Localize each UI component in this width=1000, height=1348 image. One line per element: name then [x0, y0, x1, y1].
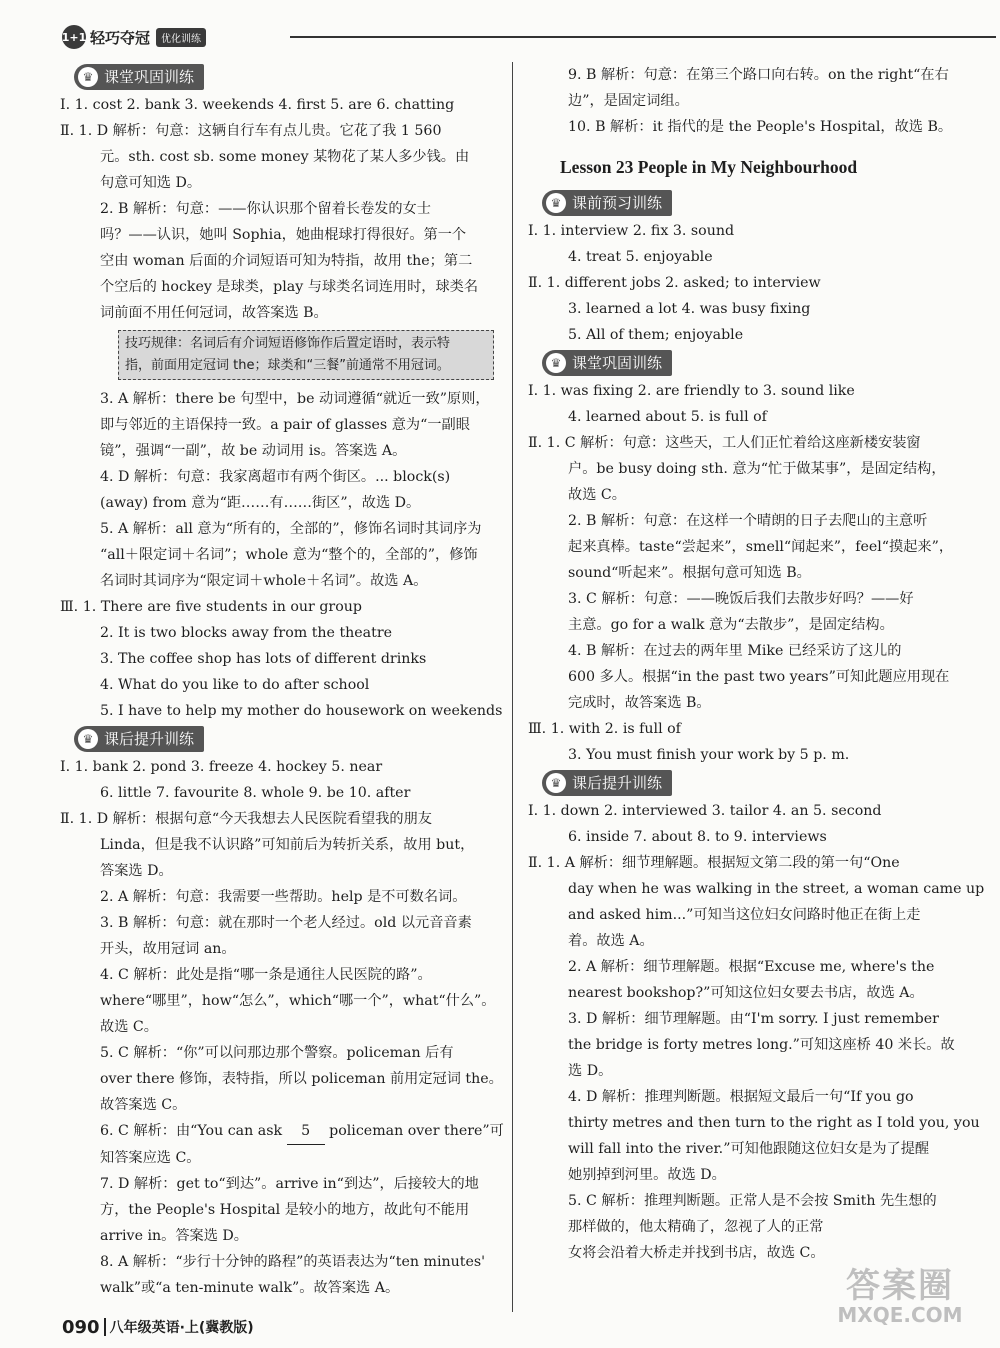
- text-line: 个空后的 hockey 是球类，play 与球类名词连用时，球类名: [100, 279, 479, 295]
- text-line: Ⅰ. 1. cost 2. bank 3. weekends 4. first 5. are 6. chatting: [60, 97, 455, 113]
- section-heading: ♛ 课后提升训练: [542, 770, 672, 796]
- crown-icon: ♛: [546, 353, 566, 373]
- crown-icon: ♛: [546, 773, 566, 793]
- column-divider: [512, 62, 513, 1312]
- text-line: 5. All of them; enjoyable: [568, 327, 744, 343]
- text-line: 3. The coffee shop has lots of different drinks: [100, 651, 427, 667]
- text-line: sound“听起来”。根据句意可知选 B。: [568, 565, 811, 581]
- section-heading: ♛ 课堂巩固训练: [74, 64, 204, 90]
- text-line: nearest bookshop?”可知这位妇女要去书店，故选 A。: [568, 985, 924, 1001]
- text-line: Ⅲ. 1. with 2. is full of: [528, 721, 681, 737]
- text-line: 边”，是固定词组。: [568, 93, 689, 109]
- text-line: 3. learned a lot 4. was busy fixing: [568, 301, 811, 317]
- page-footer: [62, 1314, 254, 1340]
- text-line: 那样做的，他太精确了，忽视了人的正常: [568, 1219, 824, 1235]
- brand-logo-icon: 1+1: [62, 25, 86, 49]
- text-line: Ⅲ. 1. There are five students in our group: [60, 599, 362, 615]
- text-line: arrive in。答案选 D。: [100, 1228, 248, 1244]
- text-line: 2. A 解析：细节理解题。根据“Excuse me, where's the: [568, 959, 935, 975]
- left-column: [60, 62, 504, 1301]
- text-line: 开头，故用冠词 an。: [100, 941, 236, 957]
- text-line: 名词时其词序为“限定词＋whole＋名词”。故选 A。: [100, 573, 428, 589]
- text-line: 词前面不用任何冠词，故答案选 B。: [100, 305, 328, 321]
- text-line: Ⅰ. 1. was fixing 2. are friendly to 3. sound like: [528, 383, 855, 399]
- text-line: will fall into the river.”可知他跟随这位妇女是为了提醒: [568, 1141, 930, 1157]
- section-heading: ♛ 课前预习训练: [542, 190, 672, 216]
- text-line: 5. C 解析：“你”可以问那边那个警察。policeman 后有: [100, 1045, 454, 1061]
- brand-tag: 优化训练: [156, 28, 206, 47]
- text-line: 5. C 解析：推理判断题。正常人是不会按 Smith 先生想的: [568, 1193, 937, 1209]
- text-line: 3. B 解析：句意：就在那时一个老人经过。old 以元音音素: [100, 915, 472, 931]
- text-line: 2. B 解析：句意：在这样一个晴朗的日子去爬山的主意听: [568, 513, 928, 529]
- page-number: 090: [62, 1316, 100, 1338]
- tip-line: 指，前面用定冠词 the；球类和“三餐”前通常不用冠词。: [125, 358, 450, 373]
- text-line: 5. I have to help my mother do housework on weekends: [100, 703, 503, 719]
- footer-separator: [104, 1318, 106, 1336]
- text-line: day when he was walking in the street, a woman came up: [568, 881, 985, 897]
- text-line: 起来真棒。taste“尝起来”，smell“闻起来”，feel“摸起来”，: [568, 539, 954, 555]
- text-line: 4. D 解析：句意：我家离超市有两个街区。... block(s): [100, 469, 451, 485]
- text-line: 镜”，强调“一副”，故 be 动词用 is。答案选 A。: [100, 443, 407, 459]
- text-line: walk”或“a ten-minute walk”。故答案选 A。: [100, 1280, 400, 1296]
- text-line: Ⅱ. 1. A 解析：细节理解题。根据短文第二段的第一句“One: [528, 855, 900, 871]
- brand-name: 轻巧夺冠: [90, 28, 151, 47]
- text-line: where“哪里”，how“怎么”，which“哪一个”，what“什么”。: [100, 993, 496, 1009]
- text-line: 元。sth. cost sb. some money 某物花了某人多少钱。由: [100, 149, 470, 165]
- crown-icon: ♛: [78, 67, 98, 87]
- text-line: Ⅱ. 1. D 解析：根据句意“今天我想去人民医院看望我的朋友: [60, 811, 432, 827]
- section-heading: ♛ 课后提升训练: [74, 726, 204, 752]
- text-line: Ⅱ. 1. D 解析：句意：这辆自行车有点儿贵。它花了我 1 560: [60, 123, 442, 139]
- text-line: 选 D。: [568, 1063, 613, 1079]
- text-line: 2. B 解析：句意：——你认识那个留着长卷发的女士: [100, 201, 431, 217]
- text-line: 故选 C。: [568, 487, 626, 503]
- text-line: 4. learned about 5. is full of: [568, 409, 767, 425]
- text-line: Linda，但是我不认识路”可知前后为转折关系，故用 but，: [100, 837, 475, 853]
- text-line: the bridge is forty metres long.”可知这座桥 40 米长。故: [568, 1037, 955, 1053]
- text-line: 吗？——认识，她叫 Sophia，她曲棍球打得很好。第一个: [100, 227, 467, 243]
- text-line: 故选 C。: [100, 1019, 158, 1035]
- watermark-url: MXQE.COM: [837, 1303, 963, 1327]
- right-column: [528, 62, 985, 1266]
- tip-line: 技巧规律：名词后有介词短语修饰作后置定语时，表示特: [125, 336, 451, 351]
- text-line: Ⅰ. 1. interview 2. fix 3. sound: [528, 223, 735, 239]
- text-line: 4. B 解析：在过去的两年里 Mike 已经采访了这儿的: [568, 643, 902, 659]
- book-title: 八年级英语·上(冀教版): [109, 1320, 254, 1336]
- text-line: 她别掉到河里。故选 D。: [568, 1167, 726, 1183]
- crown-icon: ♛: [78, 729, 98, 749]
- text-line: over there 修饰，表特指，所以 policeman 前用定冠词 the。: [100, 1071, 503, 1087]
- text-line: 4. D 解析：推理判断题。根据短文最后一句“If you go: [568, 1089, 914, 1105]
- text-line: 3. You must finish your work by 5 p. m.: [568, 747, 850, 763]
- text-line: 600 多人。根据“in the past two years”可知此题应用现在: [568, 669, 950, 685]
- text-line: 3. D 解析：细节理解题。由“I'm sorry. I just remember: [568, 1011, 939, 1027]
- text-line: 2. A 解析：句意：我需要一些帮助。help 是不可数名词。: [100, 889, 467, 905]
- text-line: 答案选 D。: [100, 863, 173, 879]
- text-line: 知答案应选 C。: [100, 1150, 201, 1166]
- watermark-text: 答案圈: [846, 1266, 954, 1306]
- text-line: 句意可知选 D。: [100, 175, 202, 191]
- text-line: 7. D 解析：get to“到达”。arrive in“到达”，后接较大的地: [100, 1176, 479, 1192]
- tip-box: [118, 330, 494, 380]
- text-line: Ⅰ. 1. bank 2. pond 3. freeze 4. hockey 5. near: [60, 759, 383, 775]
- text-line: Ⅰ. 1. down 2. interviewed 3. tailor 4. an 5. second: [528, 803, 882, 819]
- text-line: 8. A 解析：“步行十分钟的路程”的英语表达为“ten minutes': [100, 1254, 486, 1270]
- text-line: 9. B 解析：句意：在第三个路口向右转。on the right“在右: [568, 67, 949, 83]
- text-line: 6. C 解析：由“You can ask 5 policeman over there”可: [60, 1118, 498, 1145]
- header-rule: [290, 36, 996, 38]
- text-line: 空由 woman 后面的介词短语可知为特指，故用 the；第二: [100, 253, 473, 269]
- text-line: 2. It is two blocks away from the theatre: [100, 625, 393, 641]
- text-line: Ⅱ. 1. different jobs 2. asked; to interview: [528, 275, 821, 291]
- text-line: 即与邻近的主语保持一致。a pair of glasses 意为“一副眼: [100, 417, 470, 433]
- text-line: 10. B 解析：it 指代的是 the People's Hospital，故选 B。: [568, 119, 953, 135]
- text-line: 6. inside 7. about 8. to 9. interviews: [568, 829, 827, 845]
- text-line: 户。be busy doing sth. 意为“忙于做某事”，是固定结构，: [568, 461, 946, 477]
- text-line: 主意。go for a walk 意为“去散步”，是固定结构。: [568, 617, 894, 633]
- text-line: Ⅱ. 1. C 解析：句意：这些天，工人们正忙着给这座新楼安装窗: [528, 435, 921, 451]
- text-line: 4. What do you like to do after school: [100, 677, 370, 693]
- text-line: “all＋限定词＋名词”；whole 意为“整个的，全部的”，修饰: [100, 547, 478, 563]
- text-line: 着。故选 A。: [568, 933, 654, 949]
- text-line: 完成时，故答案选 B。: [568, 695, 711, 711]
- text-line: 方，the People's Hospital 是较小的地方，故此句不能用: [100, 1202, 470, 1218]
- watermark-logo: [810, 1258, 990, 1342]
- text-line: 5. A 解析：all 意为“所有的，全部的”，修饰名词时其词序为: [100, 521, 482, 537]
- text-line: 3. A 解析：there be 句型中，be 动词遵循“就近一致”原则，: [100, 391, 490, 407]
- answer-blank: 5: [287, 1118, 325, 1145]
- section-heading: ♛ 课堂巩固训练: [542, 350, 672, 376]
- lesson-title: Lesson 23 People in My Neighbourhood: [560, 157, 858, 177]
- text-line: (away) from 意为“距……有……街区”，故选 D。: [100, 495, 421, 511]
- text-line: 女将会沿着大桥走并找到书店，故选 C。: [568, 1245, 825, 1261]
- text-line: 4. treat 5. enjoyable: [568, 249, 713, 265]
- crown-icon: ♛: [546, 193, 566, 213]
- text-line: 3. C 解析：句意：——晚饭后我们去散步好吗？——好: [568, 591, 914, 607]
- text-line: 4. C 解析：此处是指“哪一条是通往人民医院的路”。: [100, 967, 432, 983]
- text-line: thirty metres and then turn to the right as I told you, you: [568, 1115, 980, 1131]
- page-header: [62, 20, 942, 54]
- text-line: 6. little 7. favourite 8. whole 9. be 10. after: [100, 785, 411, 801]
- text-line: 故答案选 C。: [100, 1097, 187, 1113]
- text-line: and asked him...”可知当这位妇女问路时他正在街上走: [568, 907, 921, 923]
